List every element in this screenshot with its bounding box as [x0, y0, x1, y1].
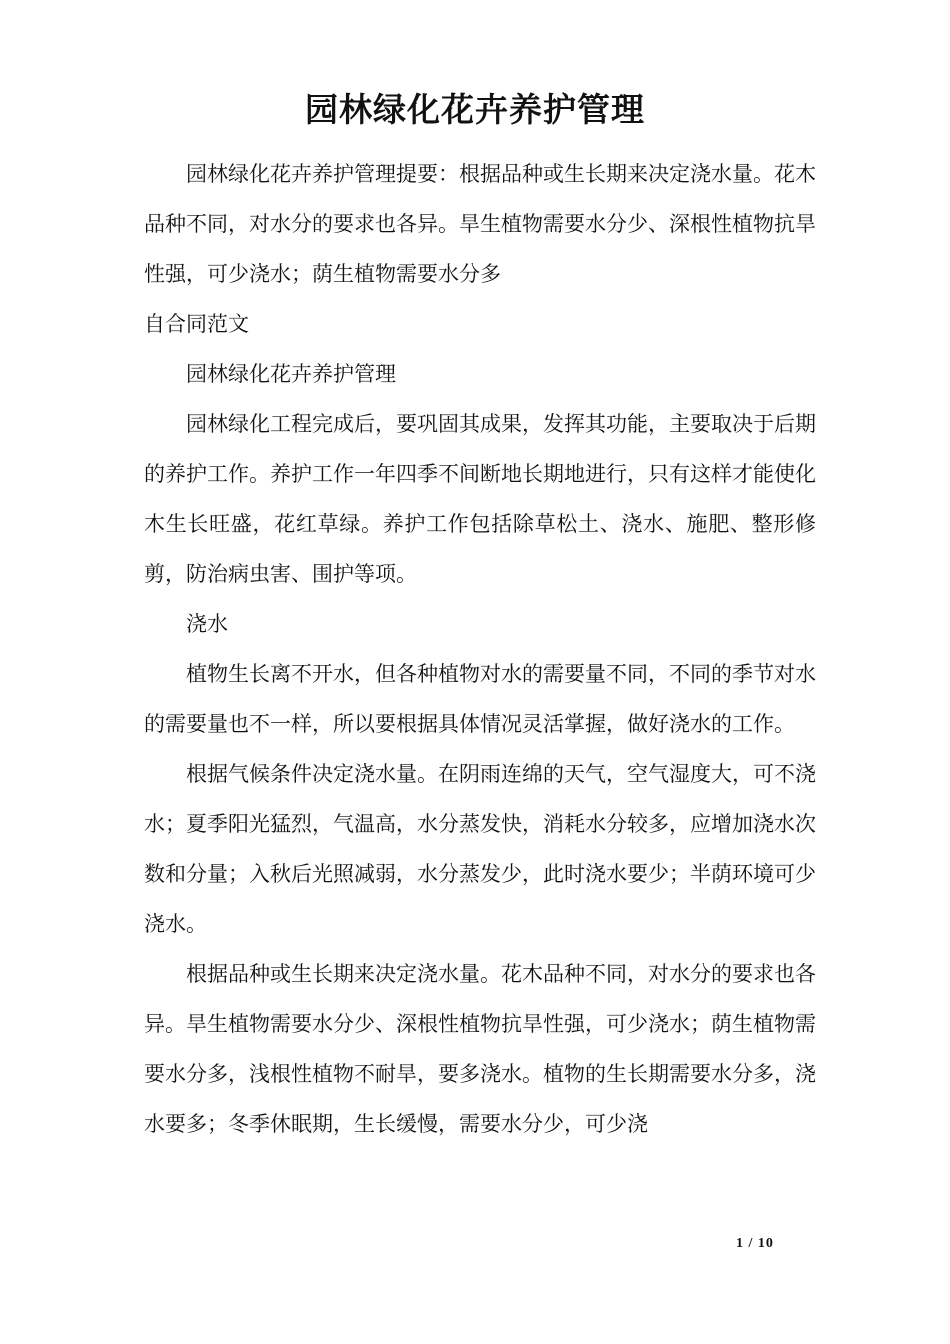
paragraph-heading: 园林绿化花卉养护管理	[186, 362, 396, 386]
paragraph-watering-climate: 根据气候条件决定浇水量。在阴雨连绵的天气，空气湿度大，可不浇水；夏季阳光猛烈，气温高，水分蒸发快，消耗水分较多，应增加浇水次数和分量；入秋后光照减弱，水分蒸发少，此时浇水要少；半荫环境可少浇水。	[144, 762, 816, 936]
paragraph-watering-species: 根据品种或生长期来决定浇水量。花木品种不同，对水分的要求也各异。旱生植物需要水分少、深根性植物抗旱性强，可少浇水；荫生植物需要水分多，浅根性植物不耐旱，要多浇水。植物的生长期需要水分多，浇水要多；冬季休眠期，生长缓慢，需要水分少，可少浇	[144, 962, 816, 1136]
paragraph-summary: 园林绿化花卉养护管理提要：根据品种或生长期来决定浇水量。花木品种不同，对水分的要求也各异。旱生植物需要水分少、深根性植物抗旱性强，可少浇水；荫生植物需要水分多	[144, 162, 816, 286]
paragraph-source: 自合同范文	[144, 312, 249, 336]
paragraph-section-watering: 浇水	[186, 612, 228, 636]
paragraph-watering-general: 植物生长离不开水，但各种植物对水的需要量不同，不同的季节对水的需要量也不一样，所以要根据具体情况灵活掌握，做好浇水的工作。	[144, 662, 816, 736]
paragraph-intro: 园林绿化工程完成后，要巩固其成果，发挥其功能，主要取决于后期的养护工作。养护工作一年四季不间断地长期地进行，只有这样才能使化木生长旺盛，花红草绿。养护工作包括除草松土、浇水、施肥、整形修剪，防治病虫害、围护等项。	[144, 412, 816, 586]
document-title: 园林绿化花卉养护管理	[305, 90, 645, 129]
document-body	[144, 149, 816, 1149]
page-number: 1 / 10	[736, 1236, 774, 1251]
